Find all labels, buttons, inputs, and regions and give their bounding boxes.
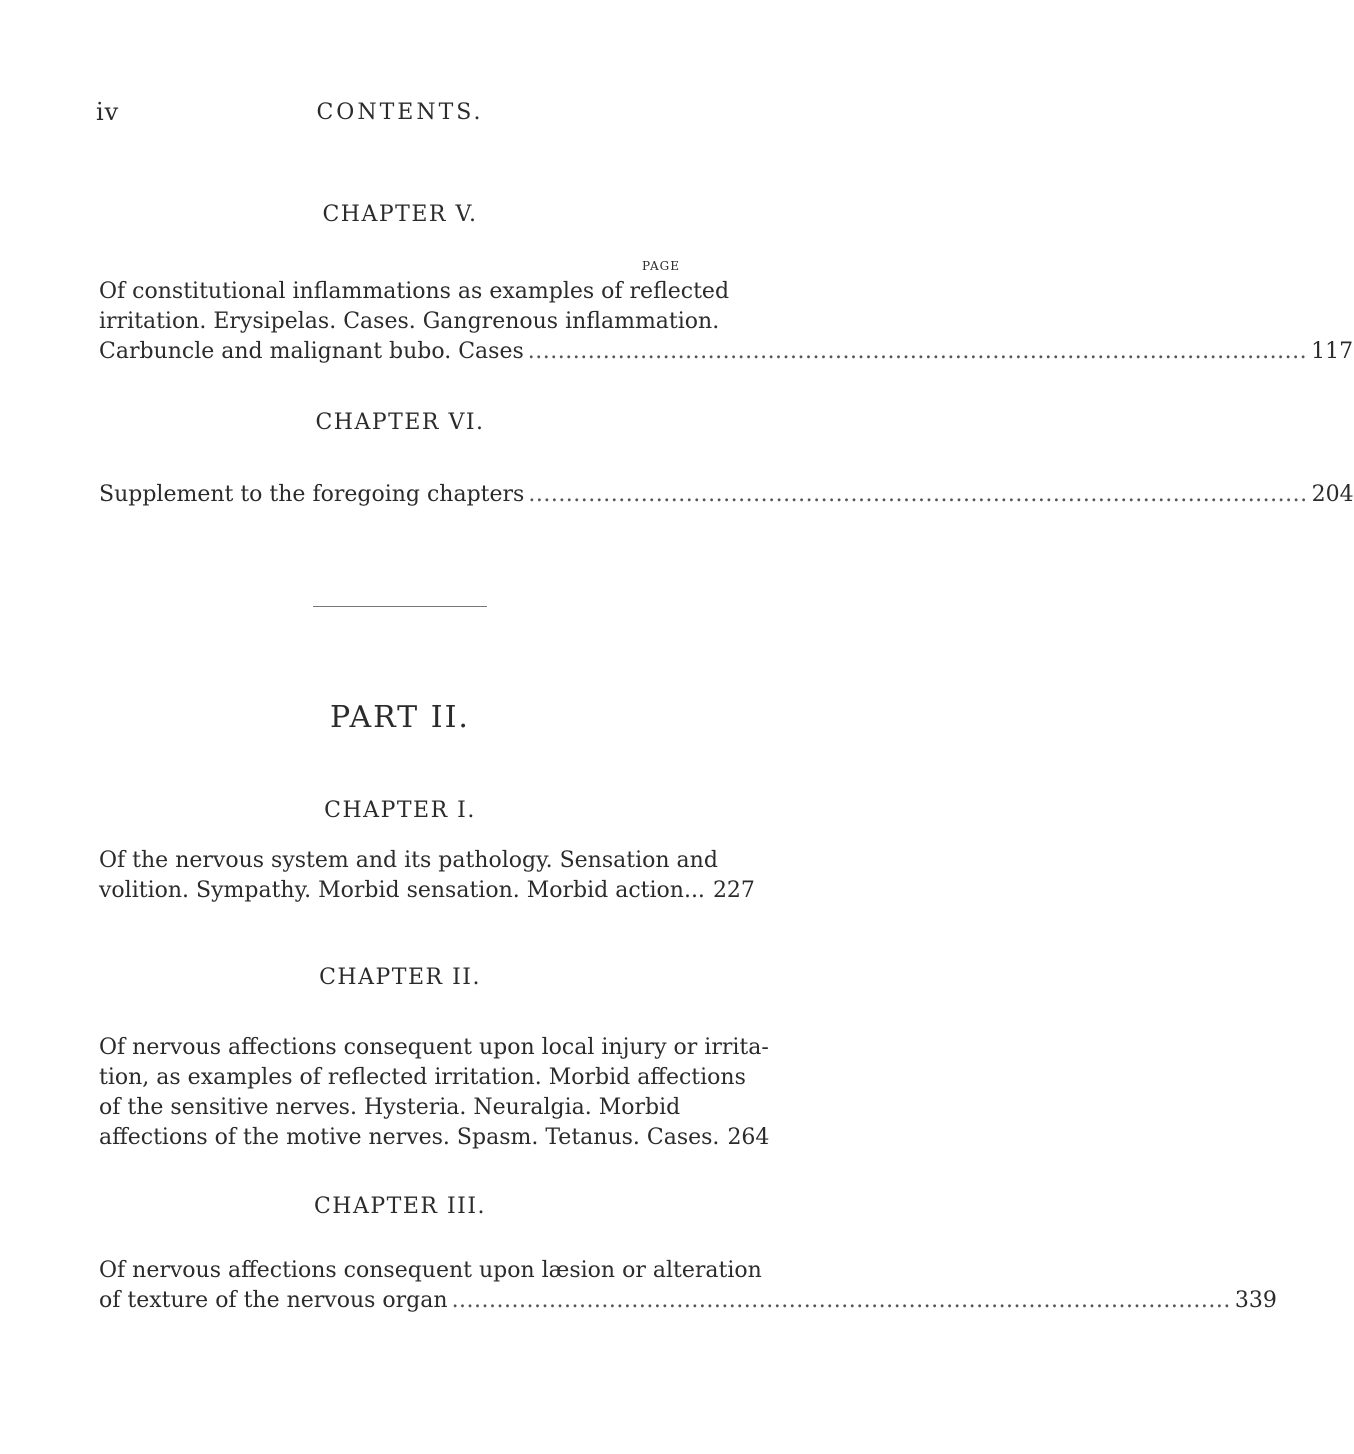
entry-page-number: 204 xyxy=(1311,482,1354,507)
entry-line: Of the nervous system and its pathology. Sensation and xyxy=(99,848,718,873)
part-title: PART II. xyxy=(330,700,470,735)
entry-line: Of nervous affections consequent upon local injury or irrita- xyxy=(99,1035,769,1060)
dot-leader: ........................................................................................................ xyxy=(527,339,1308,364)
entry-line: tion, as examples of reflected irritation. Morbid affections xyxy=(99,1065,746,1090)
entry-line: irritation. Erysipelas. Cases. Gangrenous inflammation. xyxy=(99,309,720,334)
toc-entry xyxy=(99,1033,770,1153)
page-number: iv xyxy=(96,98,120,126)
dot-leader: ........................................................................................................ xyxy=(528,482,1308,507)
toc-entry xyxy=(99,846,755,906)
entry-line: Of constitutional inflammations as examples of reflected xyxy=(99,279,730,304)
toc-entry xyxy=(99,277,1354,367)
entry-page-number: 227 xyxy=(712,878,755,903)
chapter-heading: CHAPTER I. xyxy=(324,798,476,823)
toc-entry xyxy=(99,480,1354,510)
entry-page-number: 117 xyxy=(1311,339,1354,364)
page-column-label: PAGE xyxy=(642,259,680,273)
dot-leader: ........................................................................................................ xyxy=(451,1288,1231,1313)
chapter-heading: CHAPTER II. xyxy=(319,965,481,990)
chapter-heading: CHAPTER V. xyxy=(322,202,478,227)
entry-line: Carbuncle and malignant bubo. Cases ........................................................................................................ 117 xyxy=(99,337,680,367)
running-head: CONTENTS. xyxy=(316,100,484,125)
entry-line: volition. Sympathy. Morbid sensation. Morbid action... 227 xyxy=(99,876,680,906)
entry-line: of texture of the nervous organ ........................................................................................................ 339 xyxy=(99,1286,680,1316)
section-divider xyxy=(313,606,487,607)
chapter-heading: CHAPTER III. xyxy=(313,1194,487,1219)
entry-page-number: 339 xyxy=(1234,1288,1277,1313)
entry-page-number: 264 xyxy=(727,1125,770,1150)
entry-line: Supplement to the foregoing chapters ........................................................................................................ 204 xyxy=(99,480,680,510)
entry-line: of the sensitive nerves. Hysteria. Neuralgia. Morbid xyxy=(99,1095,681,1120)
chapter-heading: CHAPTER VI. xyxy=(315,410,485,435)
entry-line: affections of the motive nerves. Spasm. Tetanus. Cases. 264 xyxy=(99,1123,680,1153)
entry-line: Of nervous affections consequent upon læsion or alteration xyxy=(99,1258,762,1283)
toc-entry xyxy=(99,1256,1277,1316)
